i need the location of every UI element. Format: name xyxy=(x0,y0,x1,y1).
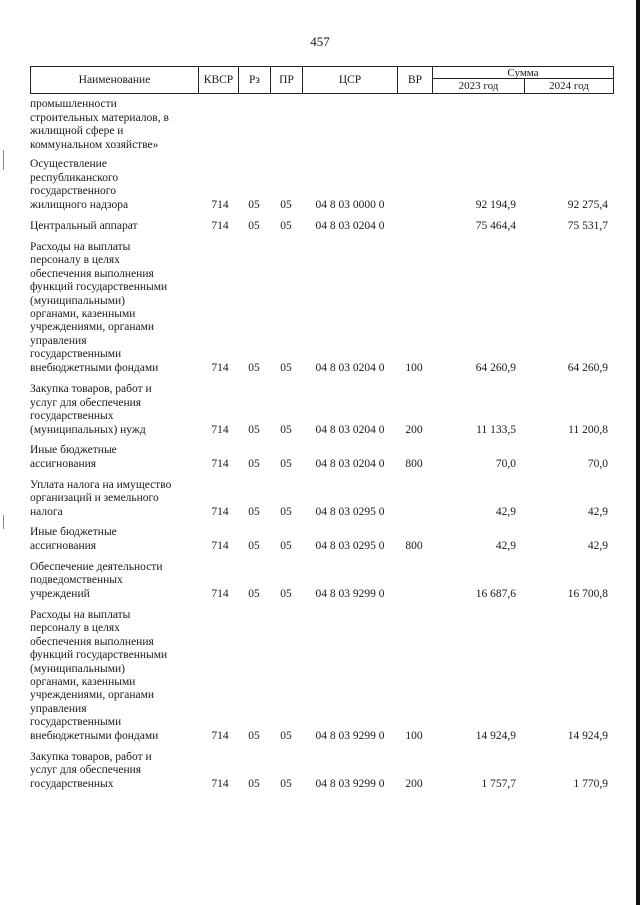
row-rz: 05 xyxy=(248,587,260,600)
row-name: Осуществление республиканского государственного жилищного надзора xyxy=(30,158,129,211)
row-sum-2023: 70,0 xyxy=(495,457,516,470)
header-year-2024: 2024 год xyxy=(549,80,589,92)
row-sum-2023: 1 757,7 xyxy=(481,777,516,790)
header-csr: ЦСР xyxy=(303,67,398,93)
row-kvsr: 714 xyxy=(211,505,229,518)
header-name: Наименование xyxy=(31,67,199,93)
row-sum-2024: 75 531,7 xyxy=(567,219,608,232)
table-row xyxy=(30,441,614,471)
row-kvsr: 714 xyxy=(211,587,229,600)
row-pr: 05 xyxy=(280,777,292,790)
row-kvsr: 714 xyxy=(211,539,229,552)
row-sum-2023: 64 260,9 xyxy=(475,361,516,374)
header-pr: ПР xyxy=(271,67,303,93)
row-sum-2024: 64 260,9 xyxy=(567,361,608,374)
header-vr: ВР xyxy=(398,67,433,93)
row-vr: 800 xyxy=(405,539,423,552)
row-sum-2023: 14 924,9 xyxy=(475,729,516,742)
row-csr: 04 8 03 0295 0 xyxy=(315,505,385,518)
row-kvsr: 714 xyxy=(211,457,229,470)
row-name: Уплата налога на имущество организаций и земельного налога xyxy=(30,478,172,518)
row-rz: 05 xyxy=(248,361,260,374)
row-vr: 100 xyxy=(405,729,423,742)
row-pr: 05 xyxy=(280,729,292,742)
table-row xyxy=(30,475,614,519)
row-pr: 05 xyxy=(280,539,292,552)
row-name: Обеспечение деятельности подведомственных учреждений xyxy=(30,560,163,600)
table-header xyxy=(30,66,614,94)
scan-edge xyxy=(636,0,640,905)
row-pr: 05 xyxy=(280,587,292,600)
row-vr: 200 xyxy=(405,777,423,790)
row-kvsr: 714 xyxy=(211,198,229,211)
row-sum-2024: 42,9 xyxy=(587,505,608,518)
row-name: промышленности строительных материалов, в жилищной сфере и коммунальном хозяйстве» xyxy=(30,98,169,151)
row-sum-2024: 1 770,9 xyxy=(573,777,608,790)
row-kvsr: 714 xyxy=(211,423,229,436)
row-csr: 04 8 03 0204 0 xyxy=(315,423,385,436)
row-csr: 04 8 03 9299 0 xyxy=(315,777,385,790)
page-number: 457 xyxy=(310,34,330,49)
row-pr: 05 xyxy=(280,457,292,470)
row-vr: 800 xyxy=(405,457,423,470)
row-vr: 200 xyxy=(405,423,423,436)
row-pr: 05 xyxy=(280,198,292,211)
row-name: Расходы на выплаты персоналу в целях обеспечения выполнения функций государственными (муниципальными) органами, казенными учреждениями, органами управления государственными внебюджетными фондами xyxy=(30,608,168,742)
row-csr: 04 8 03 0204 0 xyxy=(315,457,385,470)
row-sum-2024: 92 275,4 xyxy=(567,198,608,211)
row-rz: 05 xyxy=(248,777,260,790)
row-pr: 05 xyxy=(280,219,292,232)
table-row xyxy=(30,152,614,212)
row-name: Расходы на выплаты персоналу в целях обеспечения выполнения функций государственными (муниципальными) органами, казенными учреждениями, органами управления государственными внебюджетными фондами xyxy=(30,240,168,374)
row-name: Центральный аппарат xyxy=(30,219,138,232)
row-sum-2023: 75 464,4 xyxy=(475,219,516,232)
row-rz: 05 xyxy=(248,423,260,436)
row-csr: 04 8 03 0295 0 xyxy=(315,539,385,552)
table-row xyxy=(30,216,614,233)
row-pr: 05 xyxy=(280,505,292,518)
table-row xyxy=(30,523,614,553)
row-sum-2024: 14 924,9 xyxy=(567,729,608,742)
table-row xyxy=(30,605,614,743)
row-kvsr: 714 xyxy=(211,361,229,374)
row-sum-2023: 16 687,6 xyxy=(475,587,516,600)
table-row xyxy=(30,94,614,152)
row-rz: 05 xyxy=(248,539,260,552)
row-sum-2024: 11 200,8 xyxy=(568,423,608,436)
row-vr: 100 xyxy=(405,361,423,374)
row-name: Иные бюджетные ассигнования xyxy=(30,526,117,552)
table-row xyxy=(30,557,614,601)
row-name: Закупка товаров, работ и услуг для обеспечения государственных (муниципальных) нужд xyxy=(30,383,152,436)
row-pr: 05 xyxy=(280,361,292,374)
header-kvsr: КВСР xyxy=(199,67,239,93)
row-rz: 05 xyxy=(248,198,260,211)
row-rz: 05 xyxy=(248,729,260,742)
row-name: Иные бюджетные ассигнования xyxy=(30,444,117,470)
table-body xyxy=(30,94,614,791)
header-sum-title: Сумма xyxy=(433,67,613,79)
table-row xyxy=(30,747,614,791)
row-csr: 04 8 03 9299 0 xyxy=(315,587,385,600)
row-sum-2023: 42,9 xyxy=(495,505,516,518)
row-kvsr: 714 xyxy=(211,729,229,742)
scan-mark xyxy=(3,515,4,529)
row-name: Закупка товаров, работ и услуг для обеспечения государственных xyxy=(30,750,152,790)
row-csr: 04 8 03 0000 0 xyxy=(315,198,385,211)
table-row xyxy=(30,237,614,375)
row-rz: 05 xyxy=(248,505,260,518)
table-row xyxy=(30,379,614,437)
row-sum-2024: 70,0 xyxy=(587,457,608,470)
header-rz: Рз xyxy=(239,67,271,93)
row-csr: 04 8 03 0204 0 xyxy=(315,361,385,374)
row-sum-2023: 42,9 xyxy=(495,539,516,552)
row-csr: 04 8 03 0204 0 xyxy=(315,219,385,232)
row-sum-2023: 11 133,5 xyxy=(476,423,516,436)
row-sum-2024: 42,9 xyxy=(587,539,608,552)
row-rz: 05 xyxy=(248,219,260,232)
row-kvsr: 714 xyxy=(211,219,229,232)
row-sum-2024: 16 700,8 xyxy=(567,587,608,600)
header-sum xyxy=(433,67,613,93)
header-year-2023: 2023 год xyxy=(433,79,525,93)
row-kvsr: 714 xyxy=(211,777,229,790)
scan-mark xyxy=(3,150,4,170)
row-rz: 05 xyxy=(248,457,260,470)
row-csr: 04 8 03 9299 0 xyxy=(315,729,385,742)
row-pr: 05 xyxy=(280,423,292,436)
row-sum-2023: 92 194,9 xyxy=(475,198,516,211)
